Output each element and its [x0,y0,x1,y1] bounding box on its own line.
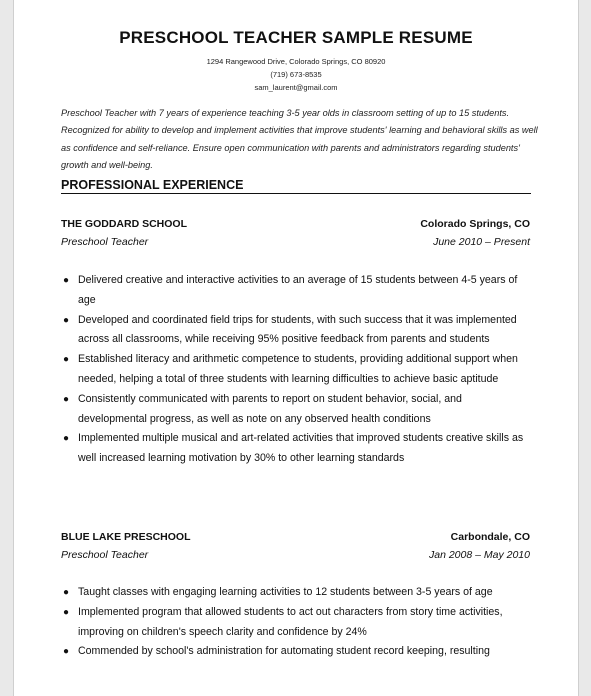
job-bullet [61,311,531,351]
page-title: PRESCHOOL TEACHER SAMPLE RESUME [119,28,473,47]
contact-email: sam_laurent@gmail.com [254,83,338,92]
job-bullet [61,350,531,390]
job-location: Carbondale, CO [450,531,530,543]
bullet-text: Implemented program that allowed students to act out characters from story time activities, improving on children's speech clarity and confidence by 24% [78,605,503,638]
job-bullet-list [61,583,531,662]
bullet-icon: ● [63,587,70,598]
resume-page [13,0,579,696]
summary-paragraph: Preschool Teacher with 7 years of experience teaching 3-5 year olds in classroom setting of up to 15 students. Recognized for ability to develop and implement activities that improve students' learning and behavioral skills as well as confidence and self-reliance. Ensure open communication with parents and administrators regarding students' growth and well-being. [61,108,538,170]
job-role: Preschool Teacher [61,549,149,561]
section-heading-experience: PROFESSIONAL EXPERIENCE [61,178,531,194]
bullet-icon: ● [63,606,70,618]
bullet-text: Developed and coordinated field trips for students, with such success that it was implemented across all classrooms, while receiving 95% positive feedback from parents and students [78,313,517,346]
job-location: Colorado Springs, CO [420,218,530,230]
bullet-text: Delivered creative and interactive activities to an average of 15 students between 4-5 years of age [78,274,518,306]
job-dates: Jan 2008 – May 2010 [429,549,530,561]
job-company: BLUE LAKE PRESCHOOL [61,531,191,543]
bullet-icon: ● [63,354,70,366]
job-bullet [61,390,531,430]
job-bullet [61,642,531,662]
bullet-icon: ● [63,646,70,658]
bullet-icon: ● [63,275,70,286]
bullet-icon: ● [63,314,70,326]
contact-address: 1294 Rangewood Drive, Colorado Springs, CO 80920 [206,57,386,66]
bullet-text: Taught classes with engaging learning activities to 12 students between 3-5 years of age [78,586,493,598]
contact-phone: (719) 673-8535 [270,70,322,79]
bullet-icon: ● [63,393,70,405]
job-bullet [61,603,531,643]
bullet-text: Consistently communicated with parents to report on student behavior, social, and developmental progress, as well as note on any observed health conditions [78,392,462,425]
bullet-icon: ● [63,433,70,445]
job-company: THE GODDARD SCHOOL [61,218,187,230]
job-bullet-list [61,271,531,469]
job-bullet [61,429,531,469]
job-dates: June 2010 – Present [433,236,530,248]
bullet-text: Commended by school's administration for automating student record keeping, resulting [78,645,490,658]
bullet-text: Established literacy and arithmetic competence to students, providing additional support when needed, helping a total of three students with learning difficulties to achieve basic aptitude [78,353,518,385]
job-bullet [61,583,531,603]
bullet-text: Implemented multiple musical and art-related activities that improved students creative skills as well increased learning motivation by 30% to other learning standards [78,432,524,465]
job-role: Preschool Teacher [61,236,149,248]
job-bullet [61,271,531,311]
